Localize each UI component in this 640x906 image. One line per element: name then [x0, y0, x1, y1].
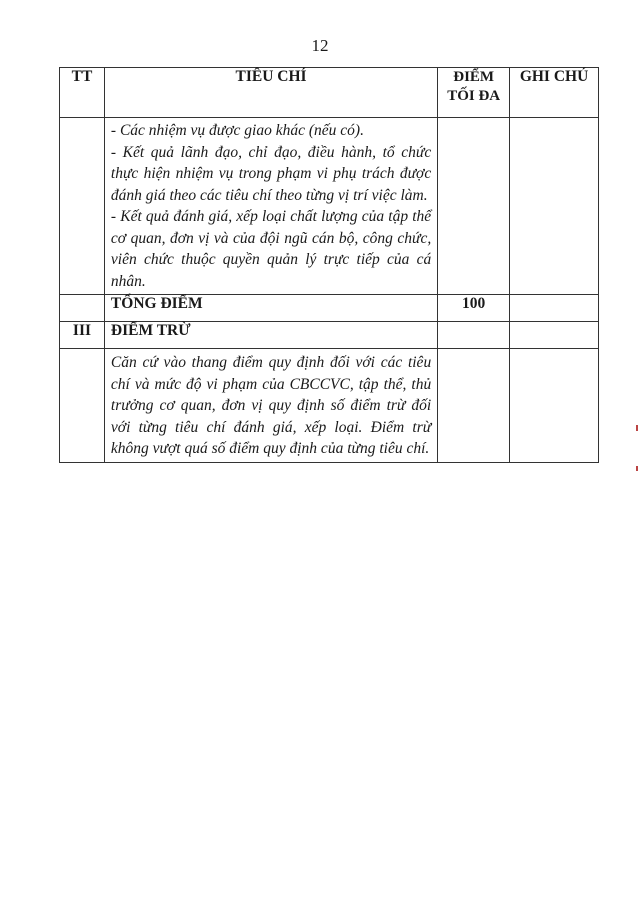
content-item: - Kết quả lãnh đạo, chỉ đạo, điều hành, tổ chức thực hiện nhiệm vụ trong phạm vi phụ trách được đánh giá theo các tiêu chí theo từng vị trí việc làm. — [110, 143, 432, 204]
deduction-text: Căn cứ vào thang điểm quy định đối với các tiêu chí và mức độ vi phạm của CBCCVC, tập thể, thủ trưởng cơ quan, đơn vị quy định số điểm trừ đối với từng tiêu chí đánh giá, xếp loại. Điểm trừ không vượt quá số điểm quy định của từng tiêu chí. — [104, 349, 437, 463]
header-max-score-line1: ĐIỂM — [453, 69, 495, 85]
edge-mark — [636, 466, 638, 471]
total-value: 100 — [438, 295, 510, 322]
note-cell — [510, 118, 599, 295]
max-score-cell — [438, 349, 510, 463]
tt-cell — [60, 118, 105, 295]
note-cell — [510, 349, 599, 463]
total-row — [60, 295, 599, 322]
table-header-row — [60, 68, 599, 118]
table-row — [60, 349, 599, 463]
max-score-cell — [438, 322, 510, 349]
edge-mark — [636, 425, 638, 431]
header-max-score — [438, 68, 510, 118]
section-number: III — [60, 322, 105, 349]
header-tt: TT — [60, 68, 105, 118]
content-item: - Các nhiệm vụ được giao khác (nếu có). — [110, 122, 364, 139]
page-number: 12 — [311, 36, 329, 55]
table-row — [60, 118, 599, 295]
tt-cell — [60, 295, 105, 322]
header-note: GHI CHÚ — [510, 68, 599, 118]
max-score-cell — [438, 118, 510, 295]
section-label: ĐIỂM TRỪ — [104, 322, 437, 349]
header-max-score-line2: TỐI ĐA — [447, 88, 501, 104]
tt-cell — [60, 349, 105, 463]
note-cell — [510, 295, 599, 322]
total-label: TỔNG ĐIỂM — [104, 295, 437, 322]
criteria-table — [59, 67, 599, 463]
header-criteria: TIÊU CHÍ — [104, 68, 437, 118]
content-item: - Kết quả đánh giá, xếp loại chất lượng của tập thể cơ quan, đơn vị và của đội ngũ cán bộ, công chức, viên chức thuộc quyền quản lý trực tiếp của cá nhân. — [110, 208, 432, 290]
criteria-content-cell — [104, 118, 437, 295]
note-cell — [510, 322, 599, 349]
section-row — [60, 322, 599, 349]
